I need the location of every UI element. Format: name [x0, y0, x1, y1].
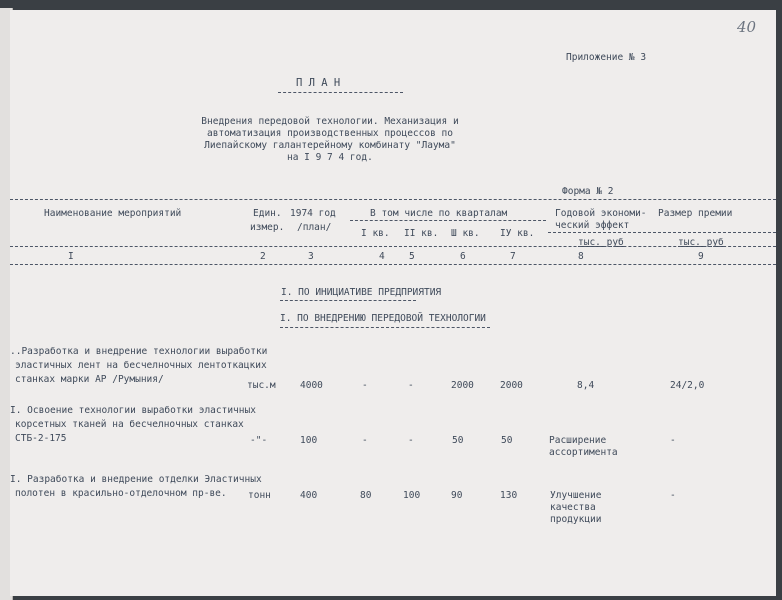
row-2-year: 100 [300, 435, 318, 446]
section-2-title: I. ПО ВНЕДРЕНИЮ ПЕРЕДОВОЙ ТЕХНОЛОГИИ [280, 313, 486, 324]
row-2-q4: 50 [501, 435, 513, 446]
header-bonus: Размер премии [658, 208, 733, 219]
row-1-name-line-3: станках марки АР /Румыния/ [15, 374, 164, 385]
row-1-name-line-1: ..Разработка и внедрение технологии выработки [10, 346, 268, 357]
col-numbers-rule [10, 264, 776, 265]
row-2-effect-line-1: Расширение [549, 435, 607, 446]
header-q2: II кв. [404, 228, 439, 239]
header-year-2: /план/ [297, 222, 332, 233]
quarters-rule [350, 220, 546, 221]
col-number-4: 4 [379, 251, 385, 262]
header-effect-1: Годовой экономи- [555, 208, 647, 219]
form-label: Форма № 2 [562, 186, 614, 197]
header-year-1: 1974 год [290, 208, 336, 219]
row-1-bonus: 24/2,0 [670, 380, 705, 391]
section-1-title: I. ПО ИНИЦИАТИВЕ ПРЕДПРИЯТИЯ [281, 287, 442, 298]
row-2-bonus: - [670, 435, 676, 446]
row-2-q3: 50 [452, 435, 464, 446]
col-number-1: I [68, 251, 74, 262]
row-3-name-line-2: полотен в красильно-отделочном пр-ве. [15, 488, 227, 499]
row-1-year: 4000 [300, 380, 323, 391]
col-number-5: 5 [409, 251, 415, 262]
row-3-effect-line-1: Улучшение [550, 490, 602, 501]
row-3-q2: 100 [403, 490, 421, 501]
title-underline [278, 92, 403, 93]
row-1-q1: - [362, 380, 368, 391]
row-1-unit: тыс.м [247, 380, 276, 391]
row-3-unit: тонн [248, 490, 271, 501]
row-3-q4: 130 [500, 490, 518, 501]
row-1-q4: 2000 [500, 380, 523, 391]
row-1-q3: 2000 [451, 380, 474, 391]
row-1-q2: - [408, 380, 414, 391]
col-number-2: 2 [260, 251, 266, 262]
row-3-year: 400 [300, 490, 318, 501]
row-2-effect-line-2: ассортимента [549, 447, 618, 458]
section-1-underline [280, 300, 416, 301]
row-2-name-line-3: СТБ-2-175 [15, 433, 67, 444]
header-bottom-rule [10, 246, 776, 247]
header-q1: I кв. [361, 228, 390, 239]
row-2-q1: - [362, 435, 368, 446]
row-2-unit: -"- [250, 435, 268, 446]
header-q3: Ш кв. [451, 228, 480, 239]
subtitle-line-1: Внедрения передовой технологии. Механизация и [201, 116, 459, 127]
col-number-8: 8 [578, 251, 584, 262]
effect-rule [548, 232, 776, 233]
header-quarters: В том числе по кварталам [370, 208, 508, 219]
document-page [10, 10, 776, 596]
row-2-name-line-2: корсетных тканей на бесчелночных станках [15, 419, 244, 430]
col-number-3: 3 [308, 251, 314, 262]
col-number-7: 7 [510, 251, 516, 262]
row-3-name-line-1: I. Разработка и внедрение отделки Эластичных [10, 474, 262, 485]
header-effect-unit: тыс. руб [578, 237, 624, 248]
header-bonus-unit: тыс. руб [678, 237, 724, 248]
appendix-label: Приложение № 3 [566, 52, 647, 63]
header-unit-1: Един. [253, 208, 282, 219]
header-effect-2: ческий эффект [555, 220, 630, 231]
row-3-q3: 90 [451, 490, 463, 501]
page-number: 40 [737, 18, 757, 36]
row-1-name-line-2: эластичных лент на бесчелночных лентоткацких [15, 360, 267, 371]
col-number-6: 6 [460, 251, 466, 262]
page-title: П Л А Н [296, 77, 341, 89]
subtitle-line-4: на I 9 7 4 год. [287, 152, 373, 163]
row-2-name-line-1: I. Освоение технологии выработки эластичных [10, 405, 256, 416]
subtitle-line-3: Лиепайскому галантерейному комбинату "Лаума" [204, 140, 456, 151]
col-number-9: 9 [698, 251, 704, 262]
section-2-underline [280, 327, 490, 328]
header-top-rule [10, 199, 776, 200]
row-2-q2: - [408, 435, 414, 446]
row-3-effect-line-3: продукции [550, 514, 602, 525]
header-q4: IУ кв. [500, 228, 535, 239]
row-3-effect-line-2: качества [550, 502, 596, 513]
header-unit-2: измер. [250, 222, 285, 233]
row-3-bonus: - [670, 490, 676, 501]
row-3-q1: 80 [360, 490, 372, 501]
row-1-effect: 8,4 [577, 380, 595, 391]
subtitle-line-2: автоматизация производственных процессов по [207, 128, 453, 139]
header-name: Наименование мероприятий [44, 208, 182, 219]
